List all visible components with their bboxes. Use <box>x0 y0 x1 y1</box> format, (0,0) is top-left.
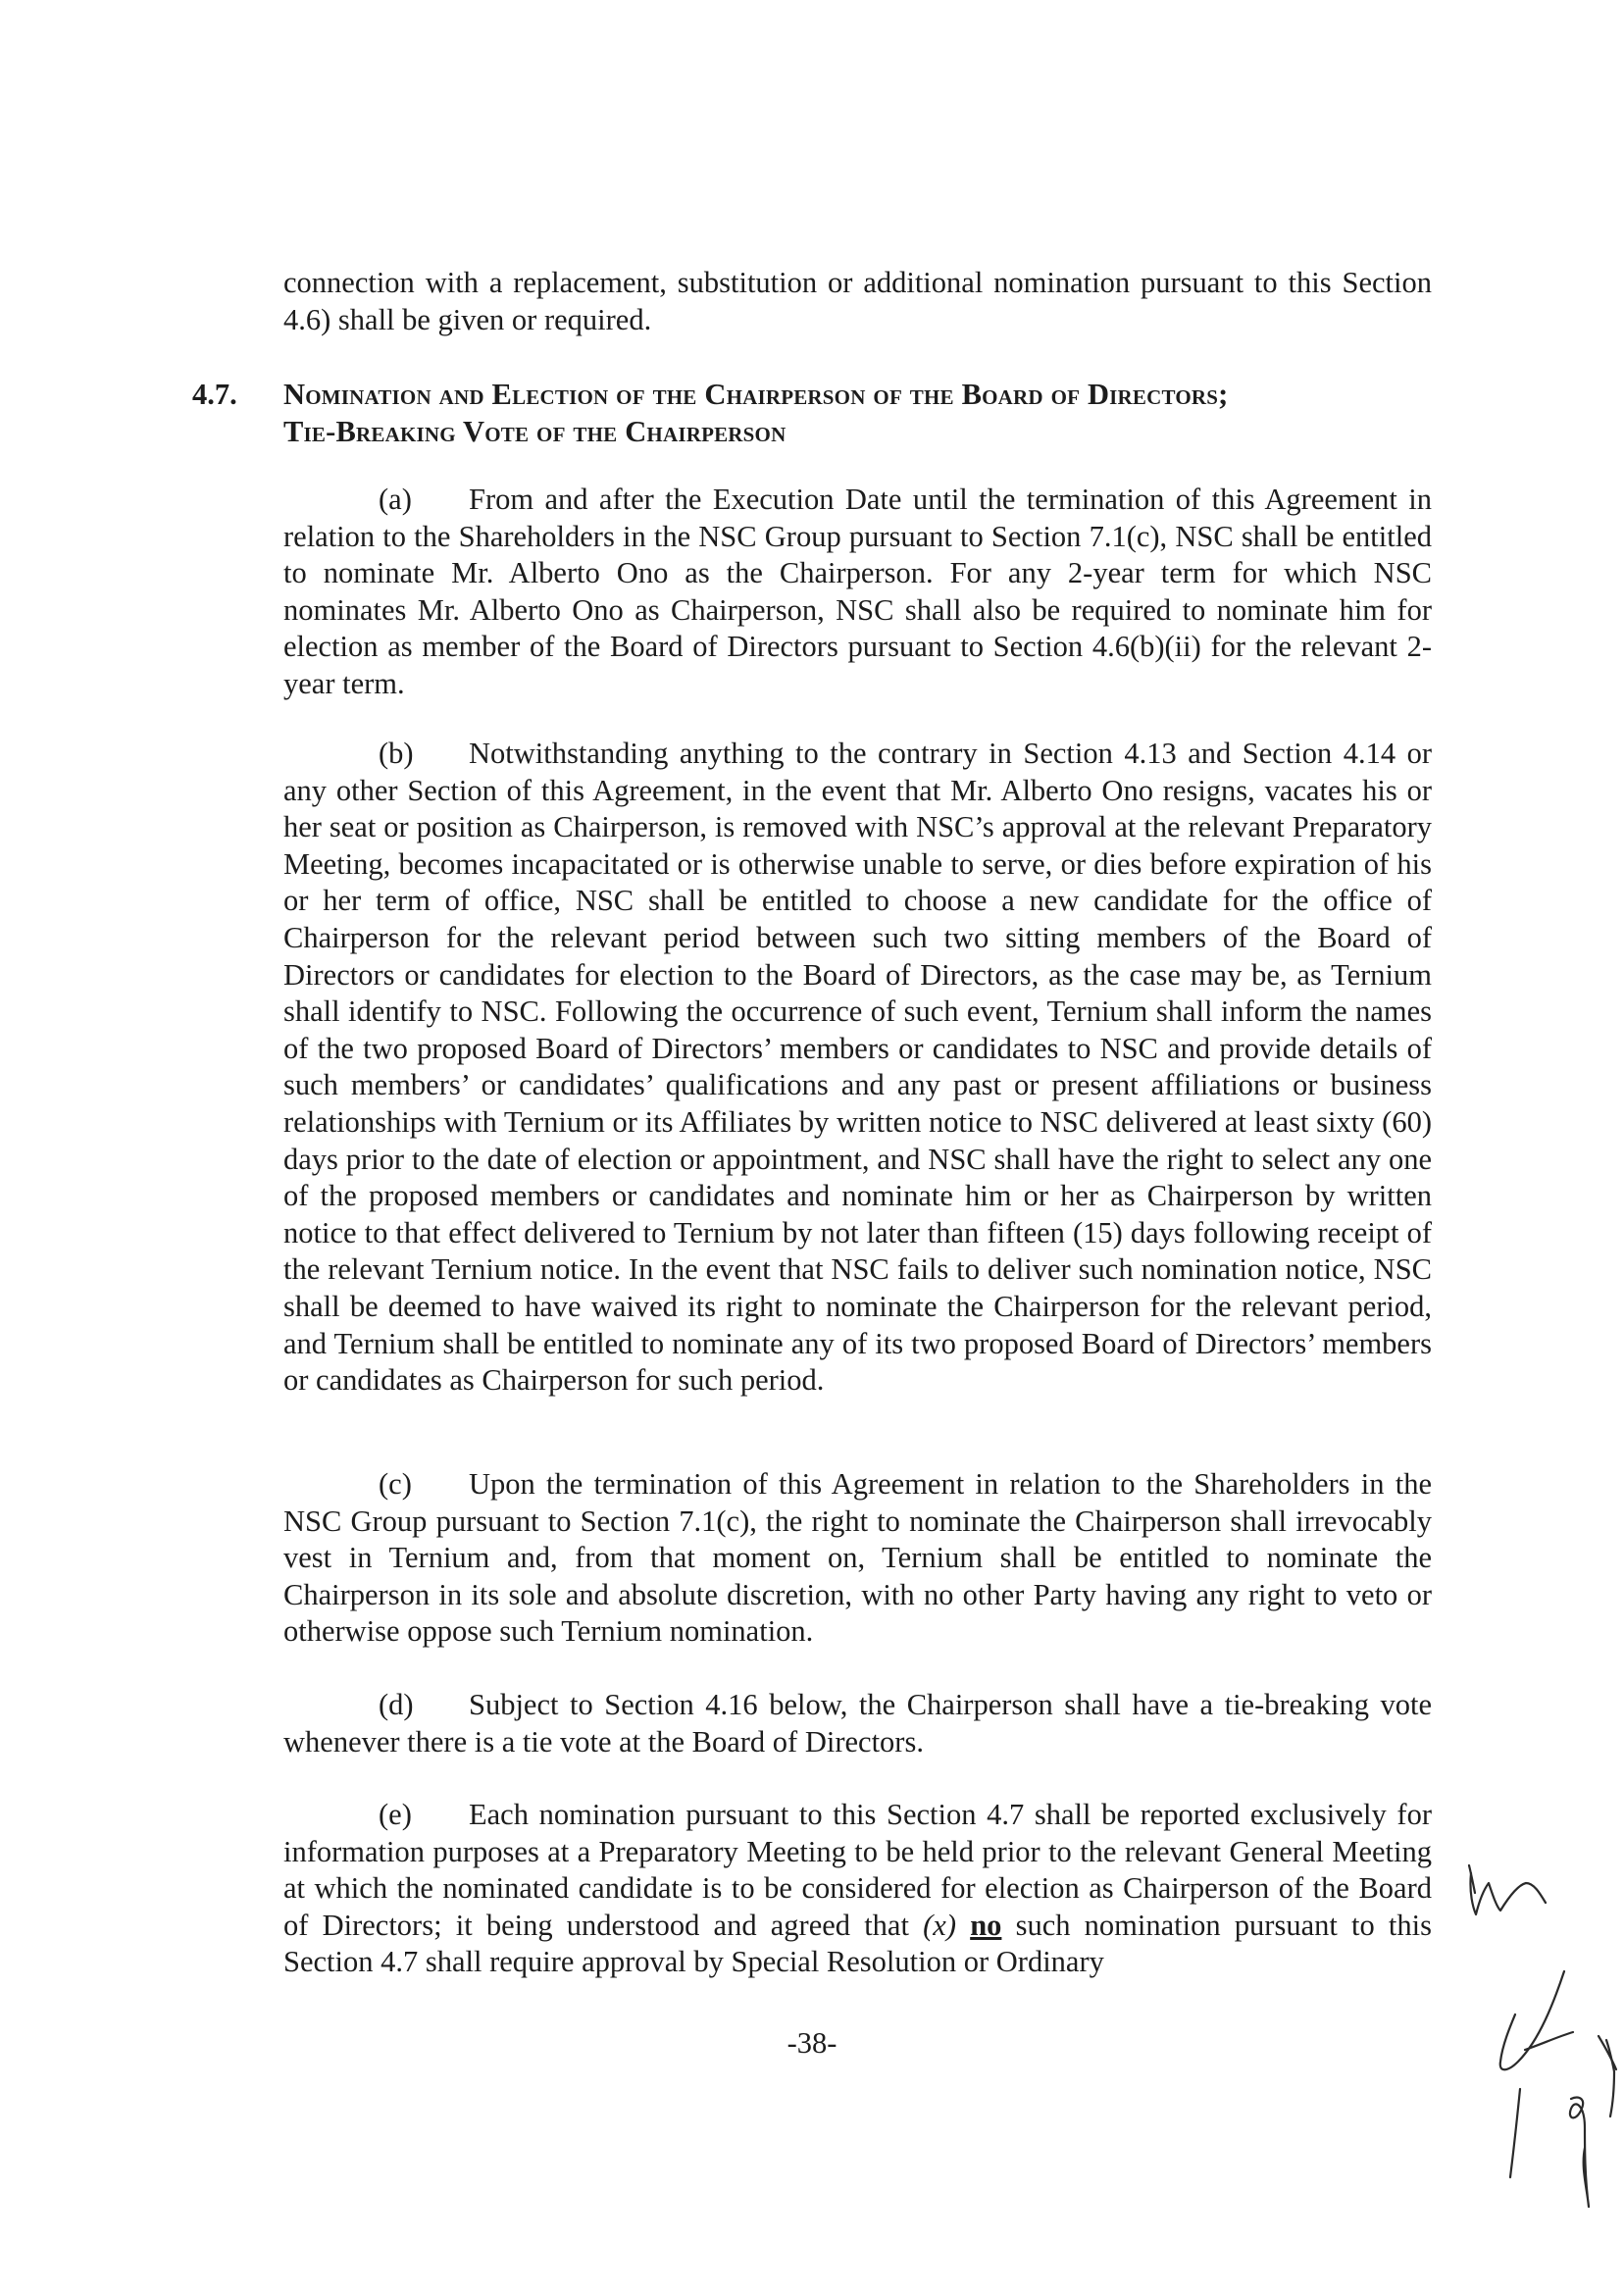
paragraph-a <box>283 482 1432 703</box>
paragraph-a-label: (a) <box>379 483 412 516</box>
continuation-text: connection with a replacement, substitution or additional nomination pursuant to this Section 4.6) shall be given or required. <box>283 266 1432 336</box>
paragraph-b-label: (b) <box>379 737 414 770</box>
paragraph-d-text: Subject to Section 4.16 below, the Chairperson shall have a tie-breaking vote whenever there is a tie vote at the Board of Directors. <box>283 1688 1432 1759</box>
paragraph-c-text: Upon the termination of this Agreement in relation to the Shareholders in the NSC Group pursuant to Section 7.1(c), the right to nominate the Chairperson shall irrevocably vest in Ternium and, from that moment on, Ternium shall be entitled to nominate the Chairperson in its sole and absolute discretion, with no other Party having any right to veto or otherwise oppose such Ternium nomination. <box>283 1467 1432 1649</box>
paragraph-d-label: (d) <box>379 1688 414 1721</box>
paragraph-c <box>283 1466 1432 1651</box>
paragraph-d <box>283 1687 1432 1760</box>
section-number: 4.7. <box>192 378 237 411</box>
continuation-paragraph <box>283 265 1432 338</box>
paragraph-b-text: Notwithstanding anything to the contrary in Section 4.13 and Section 4.14 or any other Section of this Agreement, in the event that Mr. Alberto Ono resigns, vacates his or her seat or position as Chairperson, is removed with NSC’s approval at the relevant Preparatory Meeting, becomes incapacitated or is otherwise unable to serve, or dies before expiration of his or her term of office, NSC shall be entitled to choose a new candidate for the office of Chairperson for the relevant period between such two sitting members of the Board of Directors or candidates for election to the Board of Directors, as the case may be, as Ternium shall identify to NSC. Following the occurrence of such event, Ternium shall inform the names of the two proposed Board of Directors’ members or candidates to NSC and provide details of such members’ or candidates’ qualifications and any past or present affiliations or business relationships with Ternium or its Affiliates by written notice to NSC delivered at least sixty (60) days prior to the date of election or appointment, and NSC shall have the right to select any one of the proposed members or candidates and nominate him or her as Chairperson by written notice to that effect delivered to Ternium by not later than fifteen (15) days following receipt of the relevant Ternium notice. In the event that NSC fails to deliver such nomination notice, NSC shall be deemed to have waived its right to nominate the Chairperson for the relevant period, and Ternium shall be entitled to nominate any of its two proposed Board of Directors’ members or candidates as Chairperson for such period. <box>283 737 1432 1398</box>
signature-initials-icon <box>1353 1805 1618 2217</box>
section-title-line-1: Nomination and Election of the Chairperson of the Board of Directors; <box>283 378 1229 411</box>
paragraph-e-text-after: such nomination pursuant to this Section 4.7 shall require approval by Special Resolution or Ordinary <box>283 1908 1433 1979</box>
paragraph-e <box>283 1797 1432 1981</box>
page-number: -38- <box>787 2026 837 2060</box>
paragraph-e-emphasis: no <box>970 1908 1002 1942</box>
paragraph-e-text-before: Each nomination pursuant to this Section 4.7 shall be reported exclusively for information purposes at a Preparatory Meeting to be held prior to the relevant General Meeting at which the nominated candidate is to be considered for election as Chairperson of the Board of Directors; it being understood and agreed that <box>283 1798 1432 1942</box>
paragraph-a-text: From and after the Execution Date until the termination of this Agreement in relation to the Shareholders in the NSC Group pursuant to Section 7.1(c), NSC shall be entitled to nominate Mr. Alberto Ono as the Chairperson. For any 2-year term for which NSC nominates Mr. Alberto Ono as Chairperson, NSC shall also be required to nominate him for election as member of the Board of Directors pursuant to Section 4.6(b)(ii) for the relevant 2-year term. <box>283 483 1432 700</box>
paragraph-b <box>283 736 1432 1400</box>
section-title <box>283 377 1432 450</box>
paragraph-e-label: (e) <box>379 1798 412 1831</box>
section-title-line-2: Tie-Breaking Vote of the Chairperson <box>283 414 787 448</box>
paragraph-c-label: (c) <box>379 1467 412 1501</box>
paragraph-e-marker: (x) <box>923 1908 956 1942</box>
